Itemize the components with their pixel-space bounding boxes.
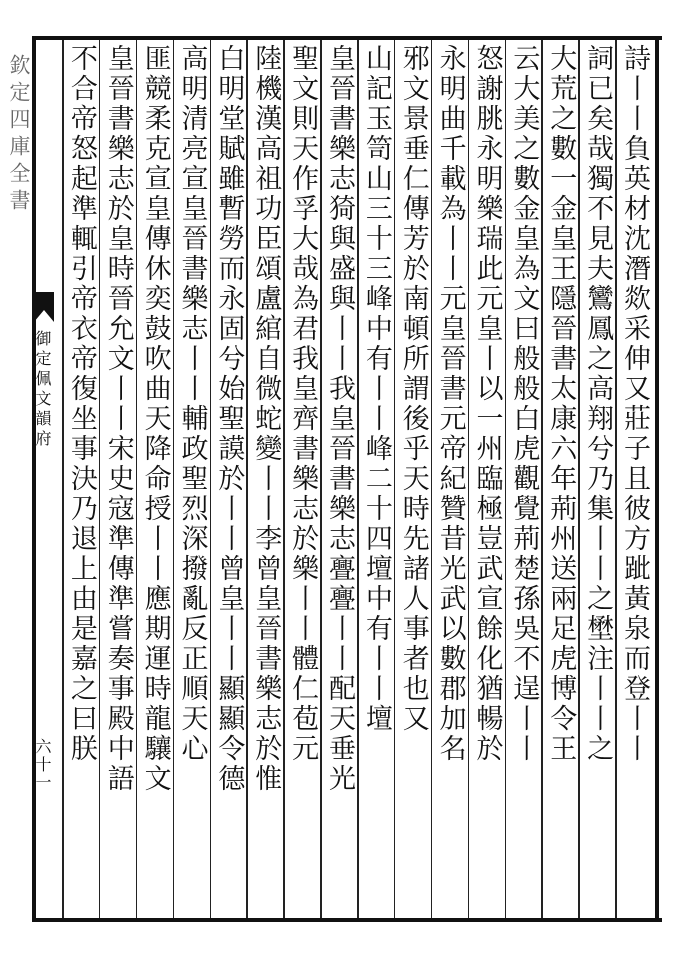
- frame-top-border: [32, 36, 662, 40]
- text-column: 聖文則天作孚大哉為君我皇齊書樂志於樂丨丨體仁苞元: [287, 44, 319, 764]
- column-rule: [468, 40, 470, 918]
- text-column: 白明堂賦雖暫勞而永固兮始聖謨於丨丨曾皇丨丨顯顯令德: [213, 44, 245, 794]
- text-column: 皇晉書樂志猗與盛與丨丨我皇晉書樂志亹亹丨丨配天垂光: [324, 44, 355, 794]
- column-rule: [357, 40, 359, 918]
- column-rule: [246, 40, 248, 918]
- text-column: 高明清亮宣皇晉書樂志丨丨輔政聖烈深撥亂反正順天心: [176, 44, 208, 764]
- fold-gutter-text: 欽定四庫全書: [7, 54, 31, 216]
- text-column: 邪文景垂仁傳芳於南頓所謂後乎天時先諸人事者也又: [397, 44, 429, 734]
- text-column: 陸機漢高祖功臣頌盧綰自微蛇變丨丨李曾皇晉書樂志於惟: [250, 44, 282, 794]
- text-column: 不合帝怒起準輒引帝衣帝復坐事決乃退上由是嘉之曰朕: [65, 44, 97, 764]
- text-column: 永明曲千載為丨丨元皇晉書元帝紀贊昔光武以數郡加名: [434, 44, 466, 764]
- column-rule: [541, 40, 543, 918]
- column-rule: [136, 40, 138, 918]
- column-rule: [505, 40, 507, 918]
- text-column: 云大美之數金皇為文曰般般白虎觀覺荊楚孫吳不逞丨丨: [508, 44, 540, 764]
- column-rule: [283, 40, 285, 918]
- column-rule: [62, 40, 64, 918]
- column-rule: [578, 40, 580, 918]
- column-rule: [99, 40, 101, 918]
- column-rule: [320, 40, 322, 918]
- text-column: 大荒之數一金皇王隱晉書太康六年荊州送兩足虎博令王: [545, 44, 577, 764]
- gutter-book-title: 御定佩文韻府: [33, 330, 52, 450]
- frame-right-border: [655, 36, 659, 922]
- frame-bottom-border: [32, 918, 662, 922]
- text-column: 詞已矣哉獨不見夫鸞鳳之高翔兮乃集丨丨之壄注丨丨之: [582, 44, 614, 764]
- text-column: 山記玉笥山三十三峰中有丨丨峰二十四壇中有丨丨壇: [360, 44, 392, 734]
- text-column: 皇晉書樂志於皇時晉允文丨丨宋史寇準傳準嘗奏事殿中語: [102, 44, 134, 794]
- fish-tail-mark: [34, 292, 54, 322]
- column-rule: [210, 40, 212, 918]
- column-rule: [173, 40, 175, 918]
- text-column: 怒謝朓永明樂瑞此元皇丨以一州臨極豈武宣餘化猶暢於: [471, 44, 503, 764]
- gutter-page-number: 六十一: [33, 738, 52, 792]
- column-rule: [431, 40, 433, 918]
- column-rule: [394, 40, 396, 918]
- text-column: 詩丨丨負英材沈潛欻采伸又莊子且彼方跐黃泉而登丨丨: [619, 44, 650, 764]
- text-column: 匪競柔克宣皇傳休奕鼓吹曲天降命授丨丨應期運時龍驤文: [139, 44, 171, 794]
- column-rule: [615, 40, 617, 918]
